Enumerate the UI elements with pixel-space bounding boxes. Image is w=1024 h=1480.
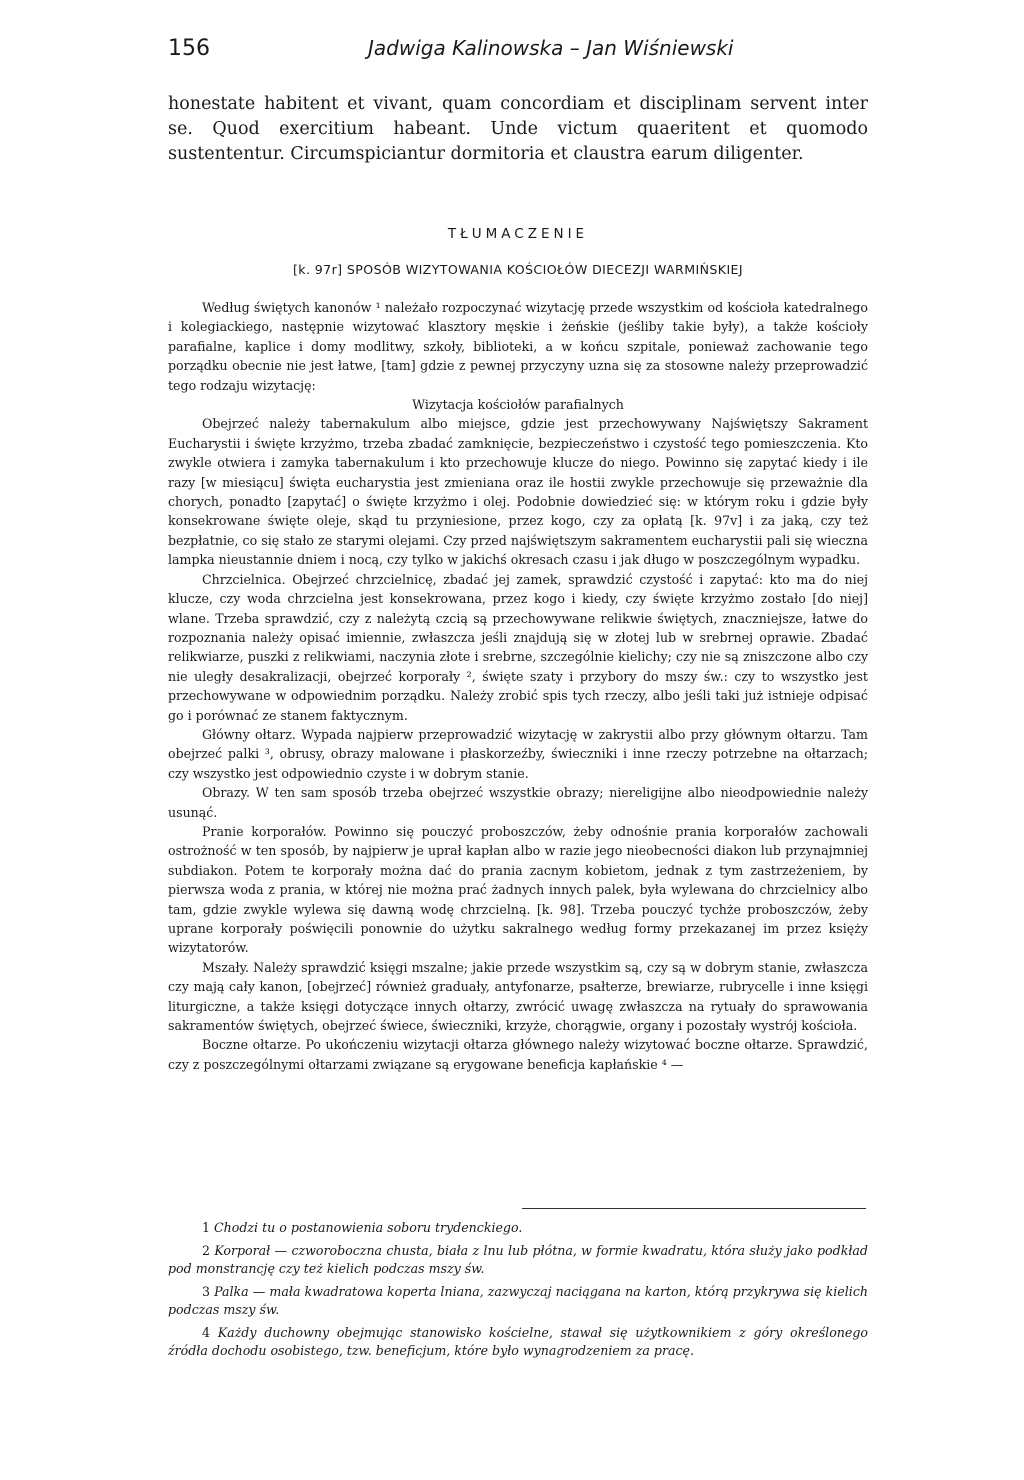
paragraph-baptismal-font: Chrzcielnica. Obejrzeć chrzcielnicę, zbadać jej zamek, sprawdzić czystość i zapytać: kto ma do niej klucze, czy woda chrzcielna jest konsekrowana, przez kogo i kiedy, czy święte krzyżmo zostało [do niej] wlane. Trzeba sprawdzić, czy z należytą czcią są przechowywane relikwie świętych, znaczniejsze, łatwe do rozpoznania należy opisać imiennie, zwłaszcza jeśli znajdują się w złotej lub w srebrnej oprawie. Zbadać relikwiarze, puszki z relikwiami, naczynia złote i srebrne, szczególnie kielichy; czy nie są zniszczone albo czy nie uległy desakralizacji, obejrzeć korporały ², święte szaty i przybory do mszy św.: czy to wszystko jest przechowywane w odpowiednim porządku. Należy zrobić spis tych rzeczy, albo jeśli taki już istnieje odpisać go i porównać ze stanem faktycznym.: [168, 571, 868, 723]
running-head: [168, 36, 868, 68]
footnote-number: 2: [202, 1243, 211, 1258]
footnote-rule: [522, 1208, 866, 1209]
translation-heading: TŁUMACZENIE: [447, 226, 589, 242]
footnote: [168, 1219, 868, 1237]
footnote-number: 1: [202, 1220, 211, 1235]
footnote-text: Chodzi tu o postanowienia soboru trydenckiego.: [214, 1220, 523, 1235]
translation-body: [168, 298, 868, 1074]
page-number: 156: [168, 36, 210, 61]
footnote-text: Palka — mała kwadratowa koperta lniana, zazwyczaj naciągana na karton, którą przykrywa się kielich podczas mszy św.: [168, 1284, 868, 1317]
footnote-number: 4: [202, 1325, 211, 1340]
footnote-number: 3: [202, 1284, 211, 1299]
section-title: [k. 97r] SPOSÓB WIZYTOWANIA KOŚCIOŁÓW DIECEZJI WARMIŃSKIEJ: [292, 262, 744, 277]
footnotes: [168, 1219, 868, 1365]
running-title: Jadwiga Kalinowska – Jan Wiśniewski: [368, 36, 734, 60]
paragraph-side-altars: Boczne ołtarze. Po ukończeniu wizytacji ołtarza głównego należy wizytować boczne ołtarze. Sprawdzić, czy z poszczególnymi ołtarzami związane są erygowane beneficja kapłańskie ⁴ —: [168, 1037, 868, 1072]
paragraph-intro: Według świętych kanonów ¹ należało rozpoczynać wizytację przede wszystkim od kościoła katedralnego i kolegiackiego, następnie wizytować klasztory męskie i żeńskie (jeśliby takie były), a także kościoły parafialne, kaplice i domy modlitwy, szkoły, biblioteki, a w końcu szpitale, ponieważ zachowanie tego porządku obecnie nie jest łatwe, [tam] gdzie z pewnej przyczyny uzna się za stosowne należy przeprowadzić tego rodzaju wizytację:: [168, 300, 868, 393]
footnote: [168, 1242, 868, 1278]
latin-text: [168, 92, 868, 167]
subheading-parish-churches: Wizytacja kościołów parafialnych: [412, 397, 624, 413]
footnote: [168, 1283, 868, 1319]
paragraph-missals: Mszały. Należy sprawdzić księgi mszalne; jakie przede wszystkim są, czy są w dobrym stanie, zwłaszcza czy mają cały kanon, [obejrzeć] również graduały, antyfonarze, psałterze, brewiarze, rubrycelle i inne księgi liturgiczne, a także księgi dotyczące innych ołtarzy, zwrócić uwagę zwłaszcza na rytuały do sprawowania sakramentów świętych, obejrzeć świece, świeczniki, krzyże, chorągwie, organy i pozostały wystrój kościoła.: [168, 959, 868, 1034]
footnote-text: Korporał — czworoboczna chusta, biała z lnu lub płótna, w formie kwadratu, która służy jako podkład pod monstrancję czy też kielich podczas mszy św.: [168, 1243, 868, 1276]
paragraph-tabernacle: Obejrzeć należy tabernakulum albo miejsce, gdzie jest przechowywany Najświętszy Sakrament Eucharystii i święte krzyżmo, trzeba zbadać zamknięcie, bezpieczeństwo i czystość tego pomieszczenia. Kto zwykle otwiera i zamyka tabernakulum i kto przechowuje klucze do niego. Powinno się zapytać kiedy i ile razy [w miesiącu] święta eucharystia jest zmieniana oraz ile hostii zwykle przechowuje się przeważnie dla chorych, ponadto [zapytać] o święte krzyżmo i olej. Podobnie dowiedzieć się: w którym roku i gdzie były konsekrowane święte oleje, skąd tu przyniesione, przez kogo, czy za opłatą [k. 97v] i za jaką, czy też bezpłatnie, co się stało ze starymi olejami. Czy przed najświętszym sakramentem eucharystii pali się wieczna lampka nieustannie dniem i nocą, czy tylko w jakichś okresach czasu i jak długo w poszczególnym wypadku.: [168, 416, 868, 568]
latin-paragraph: honestate habitent et vivant, quam concordiam et disciplinam servent inter se. Quod exercitium habeant. Unde victum quaeritent et quomodo sustententur. Circumspiciantur dormitoria et claustra earum diligenter.: [168, 94, 868, 164]
footnote: [168, 1324, 868, 1360]
paragraph-corporal-washing: Pranie korporałów. Powinno się pouczyć proboszczów, żeby odnośnie prania korporałów zachowali ostrożność w ten sposób, by najpierw je uprał kapłan albo w razie jego nieobecności diakon lub przynajmniej subdiakon. Potem te korporały można dać do prania zacnym kobietom, jednak z tym zastrzeżeniem, by pierwsza woda z prania, w której nie można prać żadnych innych palek, była wylewana do chrzcielnicy albo tam, gdzie zwykle wylewa się dawną wodę chrzcielną. [k. 98]. Trzeba pouczyć tychże proboszczów, żeby uprane korporały poświęcili ponownie do użytku sakralnego według formy przekazanej im przez księży wizytatorów.: [168, 823, 868, 956]
paragraph-paintings: Obrazy. W ten sam sposób trzeba obejrzeć wszystkie obrazy; niereligijne albo nieodpowiednie należy usunąć.: [168, 785, 868, 820]
paragraph-main-altar: Główny ołtarz. Wypada najpierw przeprowadzić wizytację w zakrystii albo przy głównym ołtarzu. Tam obejrzeć palki ³, obrusy, obrazy malowane i płaskorzeźby, świeczniki i inne rzeczy potrzebne na ołtarzach; czy wszystko jest odpowiednio czyste i w dobrym stanie.: [168, 726, 868, 781]
footnote-text: Każdy duchowny obejmując stanowisko kościelne, stawał się użytkownikiem z góry określonego źródła dochodu osobistego, tzw. beneficjum, które było wynagrodzeniem za pracę.: [168, 1325, 868, 1358]
